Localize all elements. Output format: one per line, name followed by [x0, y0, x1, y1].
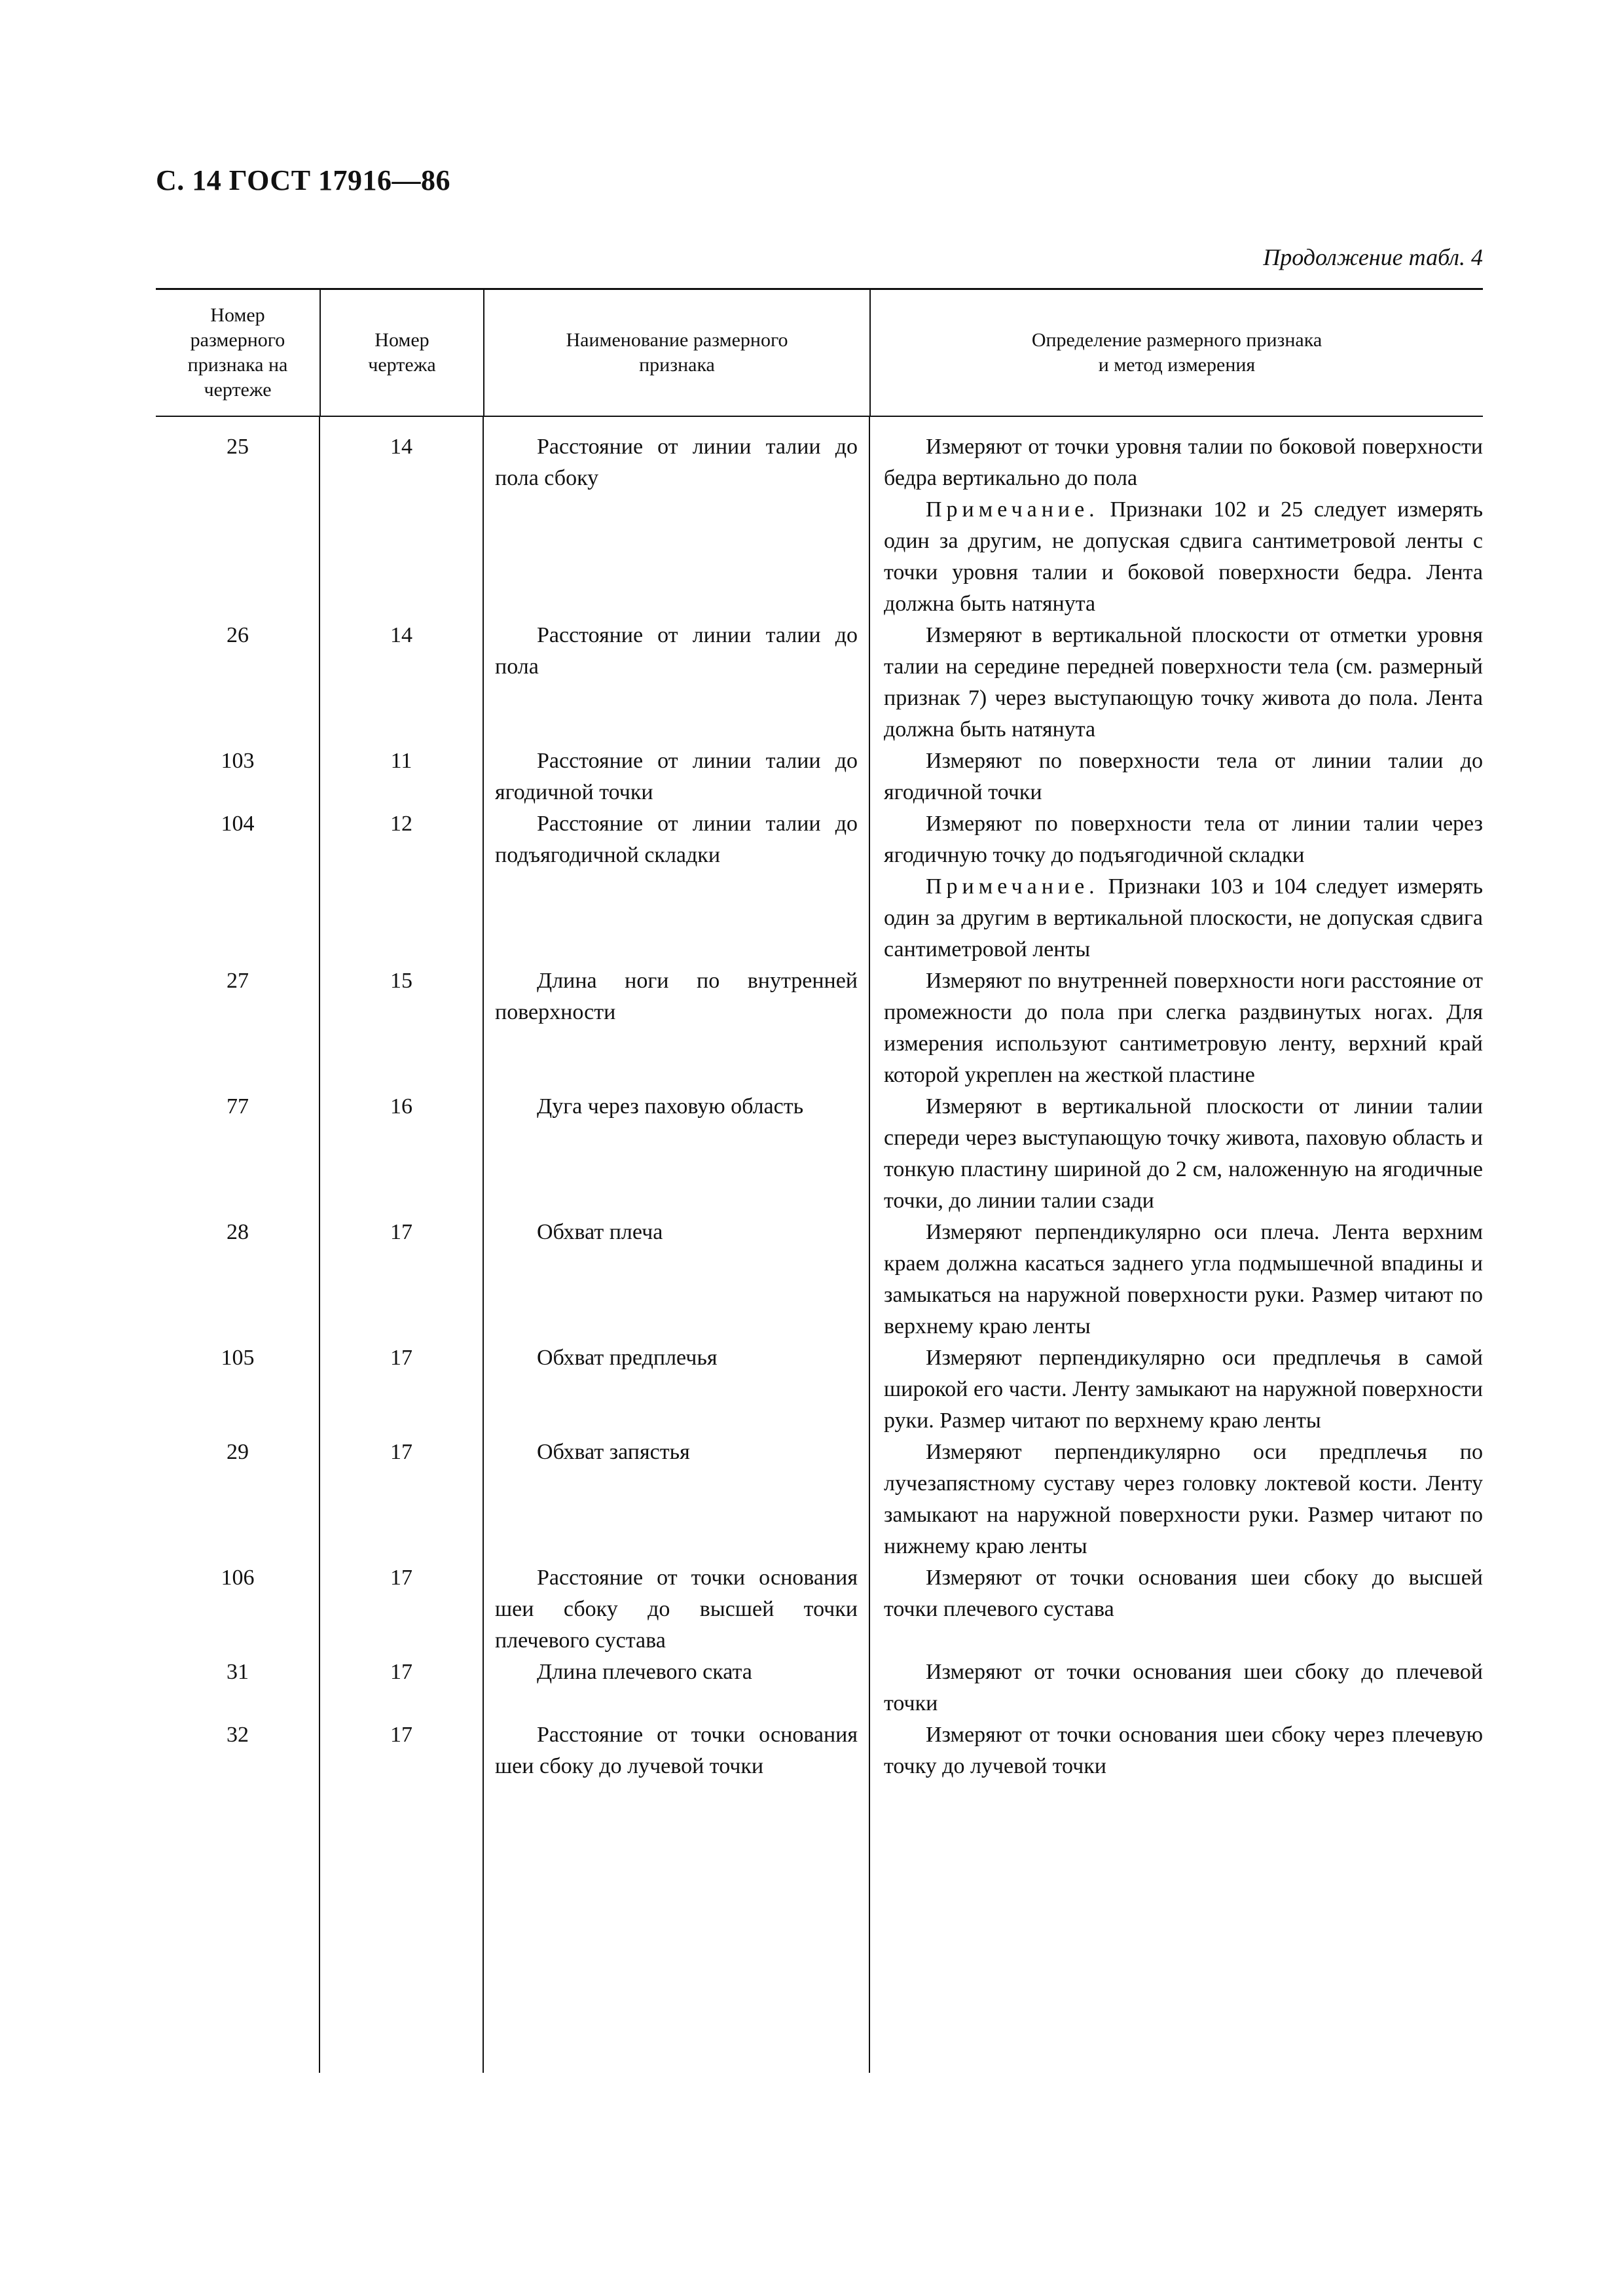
feature-definition — [869, 431, 1483, 620]
feature-definition — [869, 1437, 1483, 1562]
feature-number: 27 — [227, 969, 249, 993]
definition-text: Измеряют в вертикальной плоскости от отметки уровня талии на середине передней поверхности тела (см. размерный признак 7) через выступающую точку живота до пола. Лента должна быть натянута — [884, 623, 1483, 742]
page-header: С. 14 ГОСТ 17916—86 — [156, 164, 451, 196]
note-text: Признаки 103 и 104 следует измерять один за другим в вертикальной плоскости, не допуская сдвига сантиметровой ленты — [884, 874, 1483, 961]
feature-name: Расстояние от линии талии до пола — [495, 623, 858, 679]
table-row — [156, 1342, 1483, 1437]
feature-name: Обхват запястья — [537, 1440, 690, 1464]
feature-number: 103 — [221, 749, 255, 773]
table-row — [156, 1091, 1483, 1217]
col-header-feature-name: Наименование размерного признака — [483, 290, 869, 416]
table-row — [156, 1719, 1483, 1782]
feature-name: Обхват плеча — [537, 1220, 663, 1244]
feature-definition — [869, 1342, 1483, 1437]
column-divider — [483, 417, 484, 2073]
table-row — [156, 620, 1483, 745]
feature-number: 29 — [227, 1440, 249, 1464]
column-divider — [319, 417, 320, 2073]
feature-definition — [869, 620, 1483, 745]
feature-definition — [869, 1562, 1483, 1657]
drawing-number: 17 — [390, 1660, 412, 1684]
note-text: Признаки 102 и 25 следует измерять один за другим, не допуская сдвига сантиметровой ленты с точки уровня талии и боковой поверхности бедра. Лента должна быть натянута — [884, 497, 1483, 616]
drawing-number: 17 — [390, 1346, 412, 1370]
definition-text: Измеряют от точки основания шеи сбоку через плечевую точку до лучевой точки — [884, 1723, 1483, 1778]
drawing-number: 14 — [390, 435, 412, 459]
definition-text: Измеряют перпендикулярно оси предплечья по лучезапястному суставу через головку локтевой кости. Ленту замыкают на наружной поверхности руки. Размер читают по нижнему краю ленты — [884, 1440, 1483, 1558]
feature-number: 25 — [227, 435, 249, 459]
definition-text: Измеряют от точки уровня талии по боковой поверхности бедра вертикально до пола — [884, 435, 1483, 490]
feature-name: Обхват предплечья — [537, 1346, 718, 1370]
feature-number: 31 — [227, 1660, 249, 1684]
definition-note — [884, 494, 1483, 620]
feature-definition — [869, 965, 1483, 1091]
feature-definition — [869, 745, 1483, 808]
drawing-number: 15 — [390, 969, 412, 993]
table-row — [156, 1217, 1483, 1342]
note-label: Примечание. — [926, 497, 1099, 522]
feature-definition — [869, 808, 1483, 965]
feature-name: Длина плечевого ската — [537, 1660, 752, 1684]
table-header — [156, 290, 1483, 417]
table-row — [156, 1657, 1483, 1719]
table-rows — [156, 417, 1483, 1782]
col-header-feature-number: Номер размерного признака на чертеже — [187, 304, 288, 401]
definition-note — [884, 871, 1483, 965]
table-body — [156, 417, 1483, 2073]
feature-name: Расстояние от линии талии до пола сбоку — [495, 435, 858, 490]
drawing-number: 17 — [390, 1566, 412, 1590]
feature-number: 104 — [221, 812, 255, 836]
feature-number: 32 — [227, 1723, 249, 1747]
definition-text: Измеряют по внутренней поверхности ноги расстояние от промежности до пола при слегка раздвинутых ногах. Для измерения используют сантиметровую ленту, верхний край которой укреплен на жесткой пластине — [884, 969, 1483, 1087]
drawing-number: 12 — [390, 812, 412, 836]
feature-number: 28 — [227, 1220, 249, 1244]
note-label: Примечание. — [926, 874, 1099, 899]
definition-text: Измеряют перпендикулярно оси плеча. Лента верхним краем должна касаться заднего угла подмышечной впадины и замыкаться на наружной поверхности руки. Размер читают по верхнему краю ленты — [884, 1220, 1483, 1338]
feature-number: 106 — [221, 1566, 255, 1590]
col-header-drawing-number: Номер чертежа — [319, 290, 483, 416]
feature-name: Дуга через паховую область — [537, 1094, 804, 1119]
table-row — [156, 1562, 1483, 1657]
table-row — [156, 745, 1483, 808]
measurements-table — [156, 288, 1483, 2073]
feature-definition — [869, 1657, 1483, 1719]
table-continuation-label: Продолжение табл. 4 — [1263, 244, 1483, 270]
definition-text: Измеряют от точки основания шеи сбоку до высшей точки плечевого сустава — [884, 1566, 1483, 1621]
table-row — [156, 1437, 1483, 1562]
feature-definition — [869, 1091, 1483, 1217]
col-header-definition: Определение размерного признака и метод измерения — [869, 290, 1483, 416]
drawing-number: 16 — [390, 1094, 412, 1119]
table-row — [156, 417, 1483, 620]
feature-number: 105 — [221, 1346, 255, 1370]
table-row — [156, 808, 1483, 965]
feature-name: Длина ноги по внутренней поверхности — [495, 969, 858, 1024]
feature-number: 77 — [227, 1094, 249, 1119]
drawing-number: 14 — [390, 623, 412, 647]
drawing-number: 17 — [390, 1220, 412, 1244]
drawing-number: 11 — [390, 749, 412, 773]
definition-text: Измеряют от точки основания шеи сбоку до плечевой точки — [884, 1660, 1483, 1715]
definition-text: Измеряют по поверхности тела от линии талии до ягодичной точки — [884, 749, 1483, 804]
feature-number: 26 — [227, 623, 249, 647]
definition-text: Измеряют по поверхности тела от линии талии через ягодичную точку до подъягодичной складки — [884, 812, 1483, 867]
feature-name: Расстояние от точки основания шеи сбоку до высшей точки плечевого сустава — [495, 1566, 858, 1653]
definition-text: Измеряют в вертикальной плоскости от линии талии спереди через выступающую точку живота, паховую область и тонкую пластину шириной до 2 см, наложенную на ягодичные точки, до линии талии сзади — [884, 1094, 1483, 1213]
feature-definition — [869, 1217, 1483, 1342]
feature-name: Расстояние от точки основания шеи сбоку до лучевой точки — [495, 1723, 858, 1778]
feature-name: Расстояние от линии талии до подъягодичной складки — [495, 812, 858, 867]
table-row — [156, 965, 1483, 1091]
feature-definition — [869, 1719, 1483, 1782]
feature-name: Расстояние от линии талии до ягодичной точки — [495, 749, 858, 804]
drawing-number: 17 — [390, 1440, 412, 1464]
definition-text: Измеряют перпендикулярно оси предплечья в самой широкой его части. Ленту замыкают на наружной поверхности руки. Размер читают по верхнему краю ленты — [884, 1346, 1483, 1433]
column-divider — [869, 417, 870, 2073]
drawing-number: 17 — [390, 1723, 412, 1747]
